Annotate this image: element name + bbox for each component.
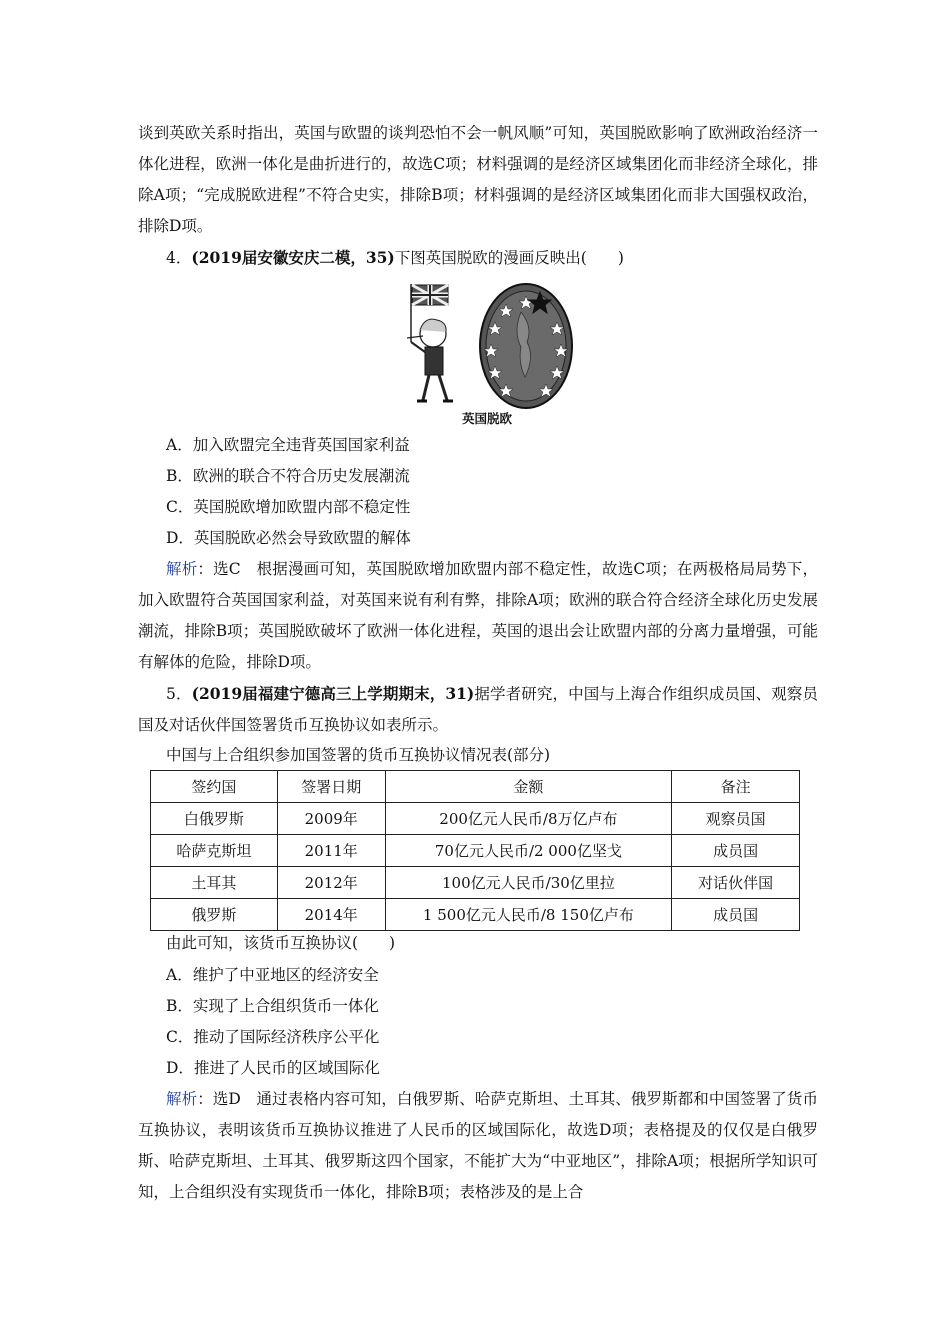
- q5-number: 5．: [166, 685, 192, 703]
- table-header-row: [151, 771, 800, 803]
- q5-stem: [138, 678, 818, 741]
- table-row: [151, 867, 800, 899]
- table-cell: 200亿元人民币/8万亿卢布: [385, 803, 672, 835]
- q5-option-c: C．推动了国际经济秩序公平化: [166, 1028, 380, 1046]
- table-cell: 2009年: [277, 803, 385, 835]
- q5-follow: 由此可知，该货币互换协议( ): [166, 934, 396, 952]
- table-header: 签署日期: [277, 771, 385, 803]
- table-header: 金额: [385, 771, 672, 803]
- table-cell: 观察员国: [672, 803, 800, 835]
- q4-analysis: [138, 554, 818, 678]
- q4-stem: [166, 242, 624, 274]
- q4-analysis-label: 解析: [166, 560, 198, 578]
- cartoon-caption: 英国脱欧: [462, 411, 513, 426]
- q5-analysis: [138, 1084, 818, 1208]
- q4-option-a: A．加入欧盟完全违背英国国家利益: [166, 436, 410, 454]
- table-row: [151, 899, 800, 931]
- table-cell: 俄罗斯: [151, 899, 278, 931]
- intro-paragraph: 谈到英欧关系时指出，英国与欧盟的谈判恐怕不会一帆风顺”可知，英国脱欧影响了欧洲政治经济一体化进程，欧洲一体化是曲折进行的，故选C项；材料强调的是经济区域集团化而非经济全球化，排除A项；“完成脱欧进程”不符合史实，排除B项；材料强调的是经济区域集团化而非大国强权政治，排除D项。: [138, 124, 818, 235]
- q4-option-c: C．英国脱欧增加欧盟内部不稳定性: [166, 498, 411, 516]
- q5-option-d: D．推进了人民币的区域国际化: [166, 1059, 380, 1077]
- table-cell: 土耳其: [151, 867, 278, 899]
- table-cell: 哈萨克斯坦: [151, 835, 278, 867]
- q4-number: 4．: [166, 249, 192, 267]
- table-header: 签约国: [151, 771, 278, 803]
- q5-stem-text: 据学者研究，中国与上海合作组织成员国、观察员国及对话伙伴国签署货币互换协议如表所示。: [138, 685, 818, 734]
- q5-analysis-label: 解析: [166, 1090, 198, 1108]
- table-row: [151, 835, 800, 867]
- table-cell: 对话伙伴国: [672, 867, 800, 899]
- table-row: [151, 803, 800, 835]
- table-cell: 70亿元人民币/2 000亿坚戈: [385, 835, 672, 867]
- q5-analysis-text: ：选D 通过表格内容可知，白俄罗斯、哈萨克斯坦、土耳其、俄罗斯都和中国签署了货币互换协议，表明该货币互换协议推进了人民币的区域国际化，故选D项；表格提及的仅仅是白俄罗斯、哈萨克斯坦、土耳其、俄罗斯这四个国家，不能扩大为“中亚地区”，排除A项；根据所学知识可知，上合组织没有实现货币一体化，排除B项；表格涉及的是上合: [138, 1090, 818, 1201]
- table-cell: 2012年: [277, 867, 385, 899]
- q5-option-a: A．维护了中亚地区的经济安全: [166, 966, 379, 984]
- table-title: 中国与上合组织参加国签署的货币互换协议情况表(部分): [166, 746, 551, 764]
- table-cell: 白俄罗斯: [151, 803, 278, 835]
- q4-option-d: D．英国脱欧必然会导致欧盟的解体: [166, 529, 411, 547]
- table-cell: 2011年: [277, 835, 385, 867]
- table-cell: 1 500亿元人民币/8 150亿卢布: [385, 899, 672, 931]
- q4-source: (2019届安徽安庆二模，35): [191, 248, 395, 267]
- q5-option-b: B．实现了上合组织货币一体化: [166, 997, 379, 1015]
- swap-agreement-table: [150, 770, 800, 931]
- q5-source: (2019届福建宁德高三上学期期末，31): [191, 684, 475, 703]
- table-cell: 100亿元人民币/30亿里拉: [385, 867, 672, 899]
- table-cell: 成员国: [672, 835, 800, 867]
- table-header: 备注: [672, 771, 800, 803]
- table-cell: 2014年: [277, 899, 385, 931]
- table-cell: 成员国: [672, 899, 800, 931]
- q4-option-b: B．欧洲的联合不符合历史发展潮流: [166, 467, 410, 485]
- q4-analysis-text: ：选C 根据漫画可知，英国脱欧增加欧盟内部不稳定性，故选C项；在两极格局局势下，加入欧盟符合英国国家利益，对英国来说有利有弊，排除A项；欧洲的联合符合经济全球化历史发展潮流，排除B项；英国脱欧破坏了欧洲一体化进程，英国的退出会让欧盟内部的分离力量增强，可能有解体的危险，排除D项。: [138, 560, 818, 671]
- q4-stem-text: 下图英国脱欧的漫画反映出( ): [394, 249, 624, 267]
- brexit-cartoon: [403, 282, 583, 412]
